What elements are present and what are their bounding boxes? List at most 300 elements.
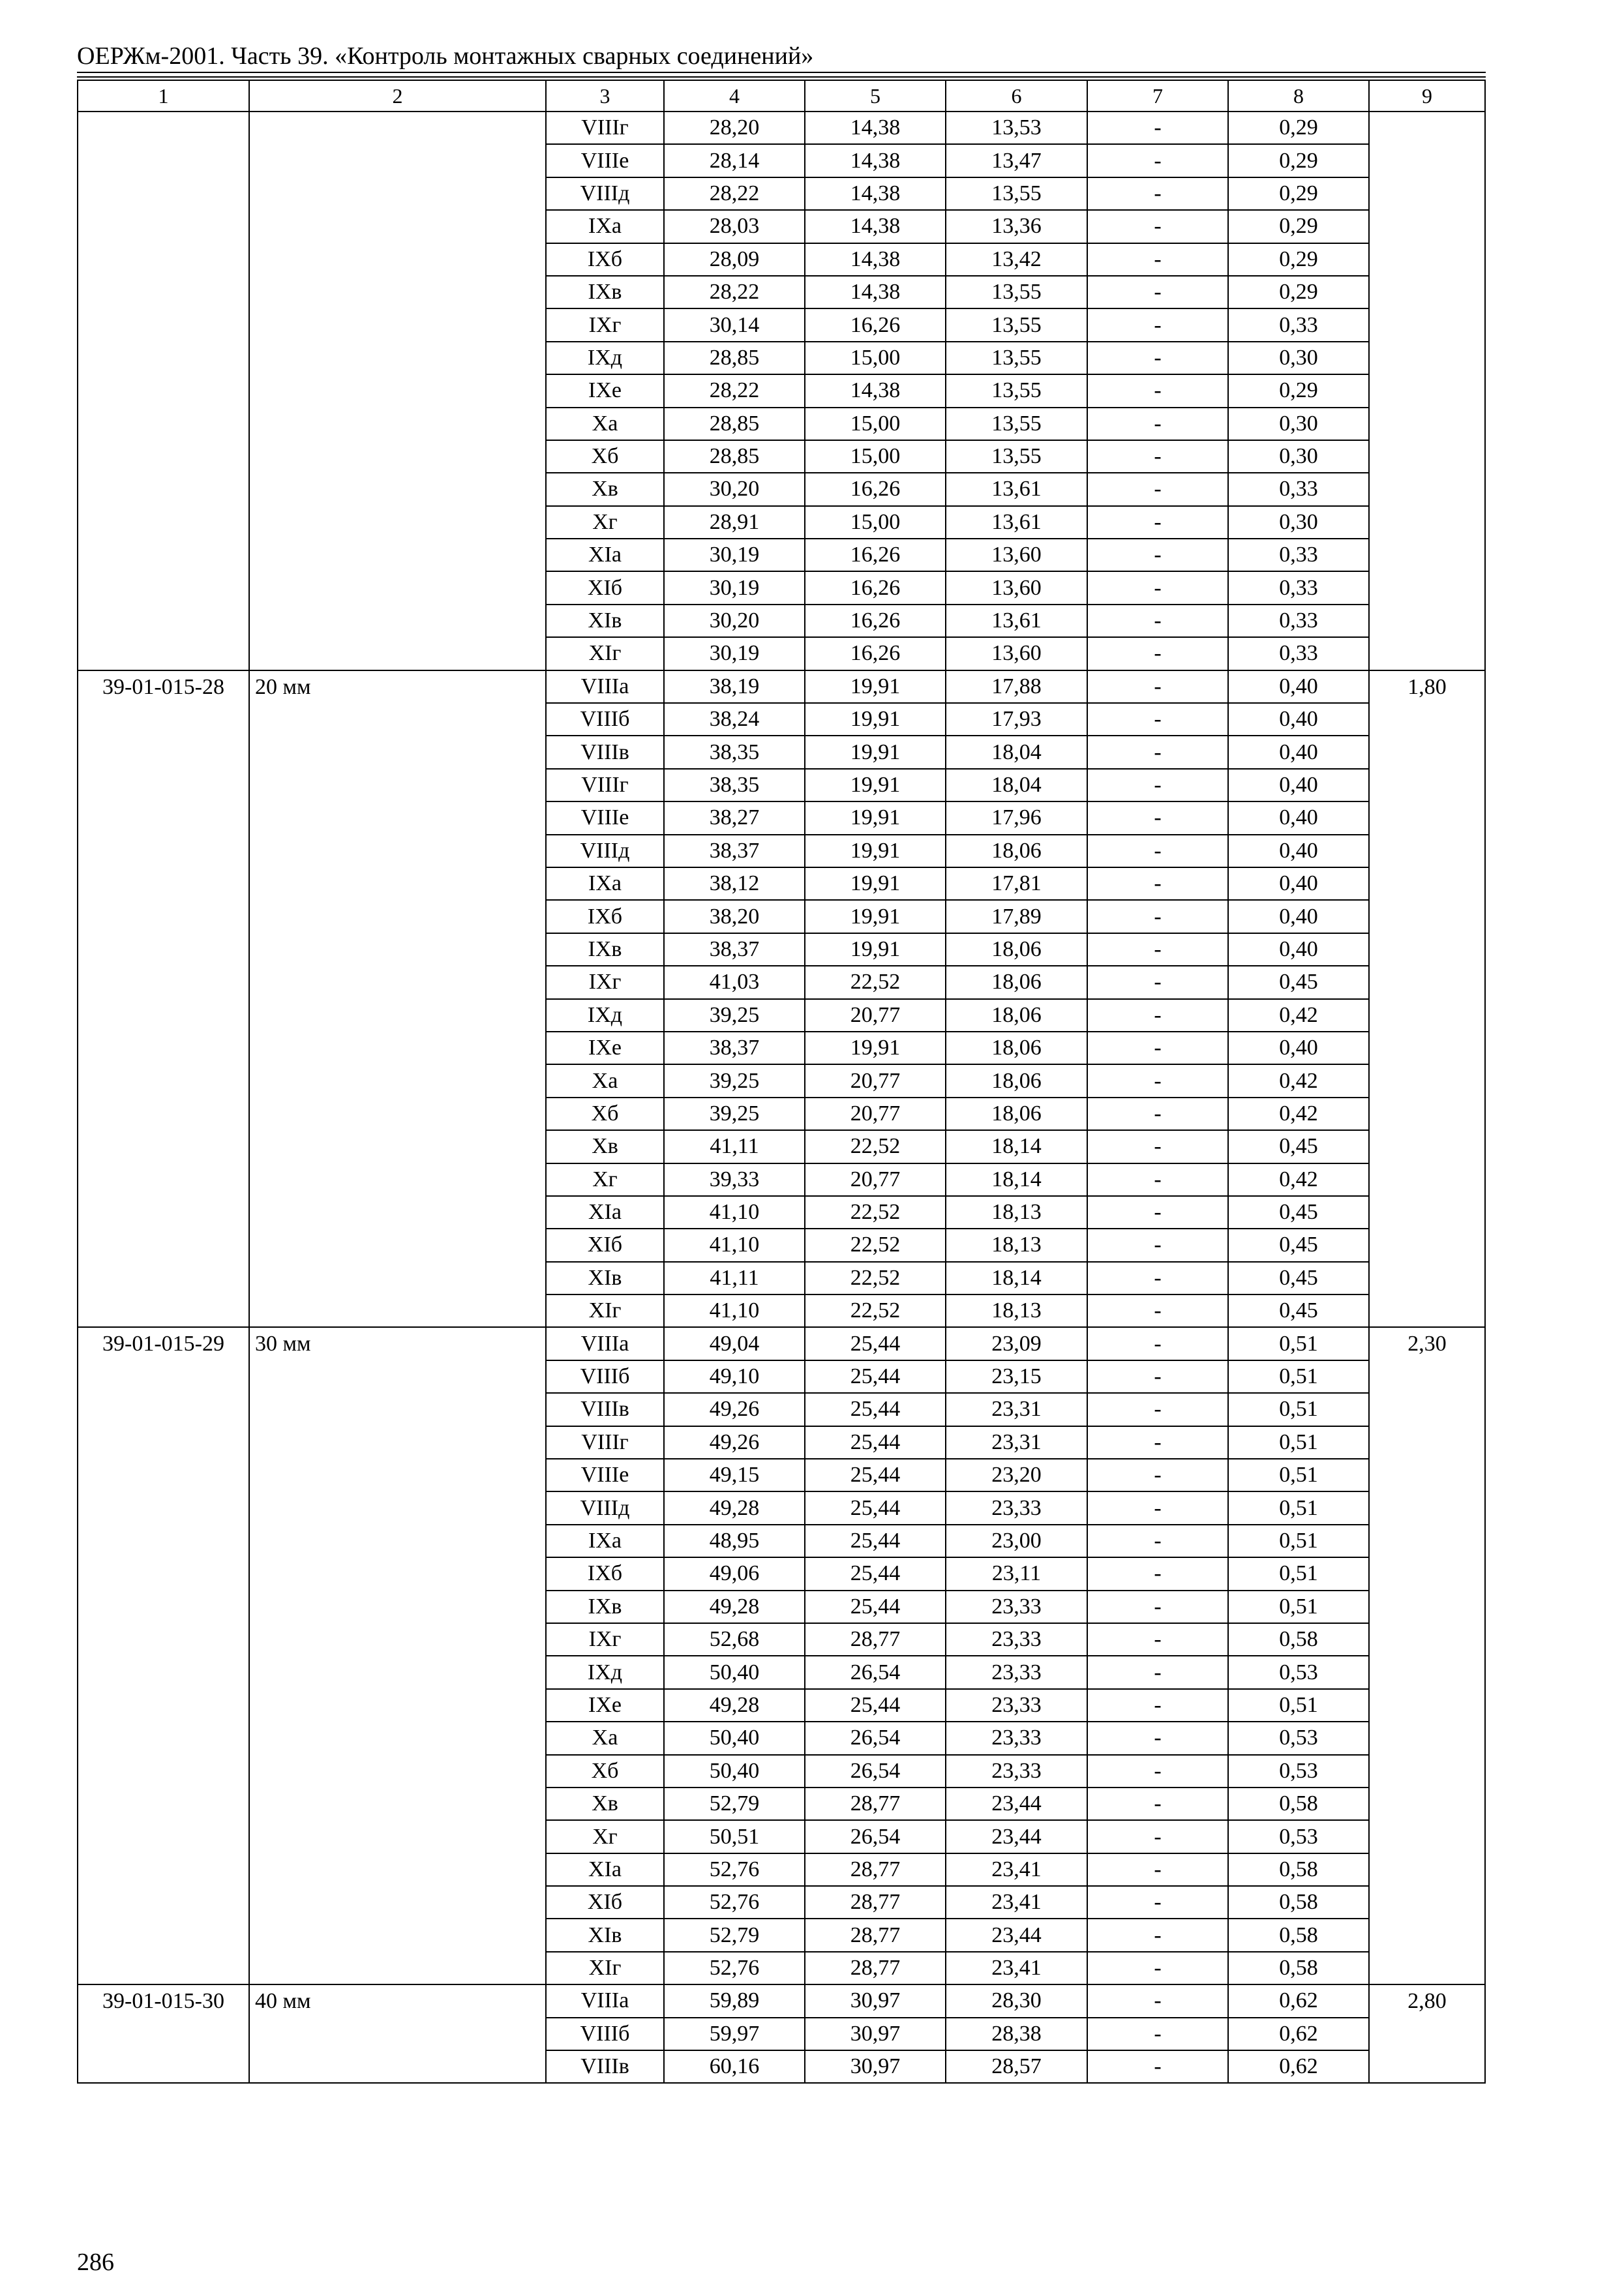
category-cell: VIIIв <box>546 1393 664 1426</box>
value-cell: 13,55 <box>946 276 1087 308</box>
value-cell: 23,00 <box>946 1525 1087 1557</box>
value-cell: 38,37 <box>664 933 805 966</box>
rate-code-cell <box>78 112 249 670</box>
column9-cell: 1,80 <box>1369 670 1485 1328</box>
value-cell: 16,26 <box>805 473 946 505</box>
value-cell: - <box>1087 1393 1228 1426</box>
value-cell: - <box>1087 1525 1228 1557</box>
value-cell: - <box>1087 276 1228 308</box>
value-cell: 52,79 <box>664 1788 805 1820</box>
value-cell: 41,10 <box>664 1196 805 1229</box>
value-cell: 41,11 <box>664 1130 805 1163</box>
value-cell: 13,36 <box>946 210 1087 243</box>
column9-cell: 2,30 <box>1369 1327 1485 1984</box>
category-cell: IXд <box>546 999 664 1032</box>
value-cell: 18,13 <box>946 1294 1087 1327</box>
value-cell: - <box>1087 1689 1228 1722</box>
value-cell: - <box>1087 1557 1228 1590</box>
category-cell: XIа <box>546 1853 664 1886</box>
value-cell: - <box>1087 769 1228 801</box>
value-cell: 13,42 <box>946 243 1087 276</box>
category-cell: Xв <box>546 473 664 505</box>
value-cell: 0,40 <box>1228 670 1369 703</box>
value-cell: 20,77 <box>805 1163 946 1196</box>
category-cell: XIб <box>546 571 664 604</box>
category-cell: VIIIа <box>546 1327 664 1360</box>
value-cell: 0,51 <box>1228 1426 1369 1459</box>
value-cell: 0,53 <box>1228 1755 1369 1788</box>
value-cell: 16,26 <box>805 571 946 604</box>
value-cell: - <box>1087 933 1228 966</box>
value-cell: 0,40 <box>1228 769 1369 801</box>
value-cell: 0,51 <box>1228 1557 1369 1590</box>
value-cell: 0,51 <box>1228 1491 1369 1524</box>
category-cell: Xа <box>546 1722 664 1754</box>
value-cell: 0,42 <box>1228 1163 1369 1196</box>
value-cell: 28,85 <box>664 440 805 473</box>
value-cell: - <box>1087 1098 1228 1130</box>
value-cell: 0,45 <box>1228 1294 1369 1327</box>
value-cell: 15,00 <box>805 440 946 473</box>
category-cell: VIIIд <box>546 177 664 210</box>
value-cell: 0,51 <box>1228 1525 1369 1557</box>
value-cell: 30,97 <box>805 1984 946 2017</box>
category-cell: Xв <box>546 1788 664 1820</box>
header-rule-top <box>77 72 1486 73</box>
value-cell: 23,31 <box>946 1426 1087 1459</box>
column9-cell <box>1369 112 1485 670</box>
value-cell: 25,44 <box>805 1459 946 1491</box>
value-cell: - <box>1087 801 1228 834</box>
value-cell: - <box>1087 2018 1228 2050</box>
value-cell: 20,77 <box>805 1064 946 1097</box>
category-cell: VIIIа <box>546 1984 664 2017</box>
category-cell: IXб <box>546 900 664 933</box>
value-cell: - <box>1087 1591 1228 1623</box>
value-cell: 49,26 <box>664 1426 805 1459</box>
value-cell: 14,38 <box>805 112 946 144</box>
value-cell: 19,91 <box>805 769 946 801</box>
value-cell: 25,44 <box>805 1327 946 1360</box>
value-cell: 30,20 <box>664 605 805 637</box>
value-cell: - <box>1087 440 1228 473</box>
value-cell: - <box>1087 670 1228 703</box>
value-cell: 19,91 <box>805 900 946 933</box>
value-cell: 25,44 <box>805 1360 946 1393</box>
value-cell: 28,77 <box>805 1919 946 1951</box>
category-cell: VIIIб <box>546 2018 664 2050</box>
value-cell: 23,44 <box>946 1820 1087 1853</box>
value-cell: - <box>1087 1788 1228 1820</box>
value-cell: 28,85 <box>664 408 805 440</box>
value-cell: 28,77 <box>805 1788 946 1820</box>
category-cell: Xв <box>546 1130 664 1163</box>
value-cell: 0,30 <box>1228 440 1369 473</box>
category-cell: VIIIе <box>546 801 664 834</box>
value-cell: - <box>1087 1820 1228 1853</box>
value-cell: 13,55 <box>946 177 1087 210</box>
value-cell: 0,33 <box>1228 308 1369 341</box>
category-cell: IXа <box>546 867 664 900</box>
column-number-cell: 1 <box>78 80 249 112</box>
table-body <box>78 80 1485 2083</box>
category-cell: Xб <box>546 1098 664 1130</box>
value-cell: 0,33 <box>1228 637 1369 670</box>
value-cell: - <box>1087 506 1228 539</box>
value-cell: - <box>1087 539 1228 571</box>
value-cell: 0,53 <box>1228 1656 1369 1688</box>
value-cell: 14,38 <box>805 276 946 308</box>
value-cell: 0,53 <box>1228 1820 1369 1853</box>
value-cell: 18,14 <box>946 1262 1087 1294</box>
value-cell: 0,40 <box>1228 1032 1369 1064</box>
category-cell: IXе <box>546 1032 664 1064</box>
category-cell: VIIIб <box>546 1360 664 1393</box>
value-cell: 0,40 <box>1228 867 1369 900</box>
value-cell: 30,20 <box>664 473 805 505</box>
value-cell: 49,26 <box>664 1393 805 1426</box>
value-cell: 0,33 <box>1228 571 1369 604</box>
value-cell: 18,13 <box>946 1229 1087 1261</box>
column-number-cell: 7 <box>1087 80 1228 112</box>
value-cell: 0,42 <box>1228 999 1369 1032</box>
value-cell: 25,44 <box>805 1557 946 1590</box>
value-cell: 22,52 <box>805 966 946 998</box>
category-cell: IXе <box>546 1689 664 1722</box>
category-cell: XIв <box>546 605 664 637</box>
value-cell: 38,35 <box>664 769 805 801</box>
value-cell: 23,09 <box>946 1327 1087 1360</box>
value-cell: 0,40 <box>1228 801 1369 834</box>
value-cell: 28,03 <box>664 210 805 243</box>
value-cell: 0,29 <box>1228 243 1369 276</box>
value-cell: 23,44 <box>946 1788 1087 1820</box>
value-cell: 13,61 <box>946 605 1087 637</box>
category-cell: IXв <box>546 276 664 308</box>
value-cell: 50,40 <box>664 1755 805 1788</box>
value-cell: - <box>1087 966 1228 998</box>
category-cell: IXг <box>546 1623 664 1656</box>
value-cell: 17,89 <box>946 900 1087 933</box>
value-cell: 39,25 <box>664 999 805 1032</box>
value-cell: 23,33 <box>946 1689 1087 1722</box>
value-cell: 0,62 <box>1228 1984 1369 2017</box>
value-cell: 15,00 <box>805 342 946 374</box>
value-cell: 30,97 <box>805 2018 946 2050</box>
value-cell: 0,62 <box>1228 2050 1369 2083</box>
value-cell: 52,76 <box>664 1952 805 1984</box>
value-cell: - <box>1087 374 1228 407</box>
value-cell: 23,11 <box>946 1557 1087 1590</box>
value-cell: 14,38 <box>805 210 946 243</box>
value-cell: 50,51 <box>664 1820 805 1853</box>
value-cell: 41,11 <box>664 1262 805 1294</box>
value-cell: - <box>1087 1130 1228 1163</box>
value-cell: 18,04 <box>946 769 1087 801</box>
value-cell: 0,51 <box>1228 1393 1369 1426</box>
value-cell: 23,33 <box>946 1591 1087 1623</box>
value-cell: 0,51 <box>1228 1360 1369 1393</box>
thickness-cell <box>249 112 546 670</box>
category-cell: VIIIв <box>546 2050 664 2083</box>
value-cell: 41,03 <box>664 966 805 998</box>
column-number-cell: 5 <box>805 80 946 112</box>
value-cell: 0,42 <box>1228 1064 1369 1097</box>
value-cell: 23,33 <box>946 1755 1087 1788</box>
category-cell: Xг <box>546 1820 664 1853</box>
value-cell: 22,52 <box>805 1229 946 1261</box>
table-row <box>78 670 1485 703</box>
value-cell: 0,51 <box>1228 1689 1369 1722</box>
value-cell: 28,20 <box>664 112 805 144</box>
value-cell: 18,13 <box>946 1196 1087 1229</box>
category-cell: XIв <box>546 1262 664 1294</box>
value-cell: - <box>1087 1163 1228 1196</box>
value-cell: 60,16 <box>664 2050 805 2083</box>
value-cell: 52,76 <box>664 1886 805 1919</box>
value-cell: 26,54 <box>805 1656 946 1688</box>
value-cell: 25,44 <box>805 1393 946 1426</box>
value-cell: 19,91 <box>805 736 946 768</box>
value-cell: 49,28 <box>664 1591 805 1623</box>
value-cell: 0,29 <box>1228 276 1369 308</box>
value-cell: - <box>1087 867 1228 900</box>
value-cell: - <box>1087 1459 1228 1491</box>
value-cell: 0,29 <box>1228 144 1369 177</box>
value-cell: 23,33 <box>946 1623 1087 1656</box>
rate-code-cell: 39-01-015-29 <box>78 1327 249 1984</box>
value-cell: - <box>1087 1327 1228 1360</box>
value-cell: - <box>1087 1623 1228 1656</box>
value-cell: 0,51 <box>1228 1327 1369 1360</box>
table-row <box>78 1327 1485 1360</box>
category-cell: VIIIб <box>546 703 664 736</box>
value-cell: - <box>1087 308 1228 341</box>
category-cell: XIг <box>546 637 664 670</box>
value-cell: 0,33 <box>1228 539 1369 571</box>
value-cell: 30,19 <box>664 571 805 604</box>
value-cell: 17,81 <box>946 867 1087 900</box>
value-cell: 38,19 <box>664 670 805 703</box>
category-cell: IXв <box>546 933 664 966</box>
value-cell: 38,27 <box>664 801 805 834</box>
value-cell: - <box>1087 900 1228 933</box>
value-cell: 38,20 <box>664 900 805 933</box>
value-cell: 17,93 <box>946 703 1087 736</box>
value-cell: 13,55 <box>946 440 1087 473</box>
value-cell: - <box>1087 1886 1228 1919</box>
value-cell: 30,97 <box>805 2050 946 2083</box>
category-cell: IXв <box>546 1591 664 1623</box>
value-cell: 22,52 <box>805 1130 946 1163</box>
value-cell: 38,37 <box>664 1032 805 1064</box>
value-cell: 59,89 <box>664 1984 805 2017</box>
value-cell: 19,91 <box>805 867 946 900</box>
value-cell: 18,06 <box>946 1064 1087 1097</box>
value-cell: 49,15 <box>664 1459 805 1491</box>
category-cell: XIа <box>546 539 664 571</box>
value-cell: 28,91 <box>664 506 805 539</box>
value-cell: 23,41 <box>946 1886 1087 1919</box>
value-cell: 19,91 <box>805 933 946 966</box>
value-cell: 13,55 <box>946 308 1087 341</box>
value-cell: 23,41 <box>946 1853 1087 1886</box>
category-cell: VIIIд <box>546 1491 664 1524</box>
value-cell: 0,58 <box>1228 1853 1369 1886</box>
value-cell: 20,77 <box>805 999 946 1032</box>
value-cell: 19,91 <box>805 703 946 736</box>
value-cell: - <box>1087 1656 1228 1688</box>
value-cell: 0,29 <box>1228 210 1369 243</box>
value-cell: 0,30 <box>1228 408 1369 440</box>
value-cell: 18,14 <box>946 1130 1087 1163</box>
value-cell: 13,61 <box>946 473 1087 505</box>
value-cell: - <box>1087 1196 1228 1229</box>
value-cell: 39,25 <box>664 1098 805 1130</box>
value-cell: 28,09 <box>664 243 805 276</box>
value-cell: 0,29 <box>1228 374 1369 407</box>
value-cell: 28,22 <box>664 374 805 407</box>
value-cell: 38,35 <box>664 736 805 768</box>
value-cell: 49,06 <box>664 1557 805 1590</box>
category-cell: IXа <box>546 1525 664 1557</box>
page-number: 286 <box>77 2249 114 2276</box>
value-cell: 30,19 <box>664 539 805 571</box>
value-cell: 28,57 <box>946 2050 1087 2083</box>
value-cell: 13,53 <box>946 112 1087 144</box>
value-cell: 38,24 <box>664 703 805 736</box>
value-cell: 28,77 <box>805 1623 946 1656</box>
rates-table <box>77 80 1486 2084</box>
category-cell: Xг <box>546 506 664 539</box>
value-cell: - <box>1087 1722 1228 1754</box>
value-cell: 0,58 <box>1228 1788 1369 1820</box>
value-cell: 26,54 <box>805 1820 946 1853</box>
value-cell: - <box>1087 1491 1228 1524</box>
column-number-cell: 4 <box>664 80 805 112</box>
category-cell: VIIIг <box>546 769 664 801</box>
value-cell: 25,44 <box>805 1491 946 1524</box>
column-number-cell: 8 <box>1228 80 1369 112</box>
value-cell: 0,40 <box>1228 736 1369 768</box>
value-cell: 17,96 <box>946 801 1087 834</box>
category-cell: VIIIе <box>546 1459 664 1491</box>
value-cell: 0,58 <box>1228 1952 1369 1984</box>
value-cell: 13,47 <box>946 144 1087 177</box>
value-cell: - <box>1087 1853 1228 1886</box>
category-cell: XIг <box>546 1952 664 1984</box>
value-cell: 0,58 <box>1228 1886 1369 1919</box>
value-cell: 0,45 <box>1228 966 1369 998</box>
category-cell: XIб <box>546 1229 664 1261</box>
value-cell: 25,44 <box>805 1689 946 1722</box>
value-cell: 41,10 <box>664 1294 805 1327</box>
category-cell: VIIIа <box>546 670 664 703</box>
value-cell: 15,00 <box>805 408 946 440</box>
value-cell: - <box>1087 177 1228 210</box>
value-cell: 19,91 <box>805 1032 946 1064</box>
value-cell: 18,06 <box>946 835 1087 867</box>
value-cell: 19,91 <box>805 670 946 703</box>
column-number-cell: 3 <box>546 80 664 112</box>
value-cell: 18,06 <box>946 966 1087 998</box>
value-cell: - <box>1087 571 1228 604</box>
value-cell: 26,54 <box>805 1722 946 1754</box>
value-cell: - <box>1087 1032 1228 1064</box>
table-row <box>78 1984 1485 2017</box>
value-cell: 18,06 <box>946 999 1087 1032</box>
value-cell: 18,04 <box>946 736 1087 768</box>
value-cell: 23,33 <box>946 1722 1087 1754</box>
value-cell: 23,20 <box>946 1459 1087 1491</box>
value-cell: - <box>1087 342 1228 374</box>
value-cell: - <box>1087 1755 1228 1788</box>
value-cell: - <box>1087 144 1228 177</box>
value-cell: 50,40 <box>664 1656 805 1688</box>
value-cell: 28,22 <box>664 177 805 210</box>
value-cell: 23,15 <box>946 1360 1087 1393</box>
value-cell: 14,38 <box>805 144 946 177</box>
value-cell: 30,14 <box>664 308 805 341</box>
value-cell: - <box>1087 1294 1228 1327</box>
value-cell: 18,14 <box>946 1163 1087 1196</box>
value-cell: 0,29 <box>1228 112 1369 144</box>
category-cell: Xа <box>546 1064 664 1097</box>
value-cell: - <box>1087 1952 1228 1984</box>
category-cell: IXд <box>546 1656 664 1688</box>
category-cell: VIIIд <box>546 835 664 867</box>
value-cell: 38,37 <box>664 835 805 867</box>
value-cell: 38,12 <box>664 867 805 900</box>
category-cell: IXе <box>546 374 664 407</box>
rate-code-cell: 39-01-015-30 <box>78 1984 249 2083</box>
category-cell: IXа <box>546 210 664 243</box>
value-cell: 39,33 <box>664 1163 805 1196</box>
category-cell: Xб <box>546 1755 664 1788</box>
value-cell: - <box>1087 112 1228 144</box>
value-cell: 28,22 <box>664 276 805 308</box>
value-cell: 23,33 <box>946 1491 1087 1524</box>
value-cell: 41,10 <box>664 1229 805 1261</box>
value-cell: 49,28 <box>664 1689 805 1722</box>
value-cell: 0,51 <box>1228 1459 1369 1491</box>
value-cell: 14,38 <box>805 243 946 276</box>
value-cell: 18,06 <box>946 1098 1087 1130</box>
value-cell: 22,52 <box>805 1262 946 1294</box>
value-cell: 23,33 <box>946 1656 1087 1688</box>
value-cell: 0,51 <box>1228 1591 1369 1623</box>
value-cell: 0,42 <box>1228 1098 1369 1130</box>
value-cell: - <box>1087 473 1228 505</box>
value-cell: 50,40 <box>664 1722 805 1754</box>
header-rule-bottom <box>77 76 1486 78</box>
value-cell: - <box>1087 243 1228 276</box>
value-cell: - <box>1087 1064 1228 1097</box>
category-cell: XIа <box>546 1196 664 1229</box>
value-cell: 16,26 <box>805 637 946 670</box>
value-cell: 52,68 <box>664 1623 805 1656</box>
value-cell: 13,60 <box>946 637 1087 670</box>
column-number-row <box>78 80 1485 112</box>
column-number-cell: 9 <box>1369 80 1485 112</box>
value-cell: 23,41 <box>946 1952 1087 1984</box>
value-cell: 15,00 <box>805 506 946 539</box>
value-cell: - <box>1087 637 1228 670</box>
value-cell: 0,40 <box>1228 703 1369 736</box>
value-cell: 19,91 <box>805 801 946 834</box>
category-cell: XIв <box>546 1919 664 1951</box>
value-cell: 13,60 <box>946 571 1087 604</box>
